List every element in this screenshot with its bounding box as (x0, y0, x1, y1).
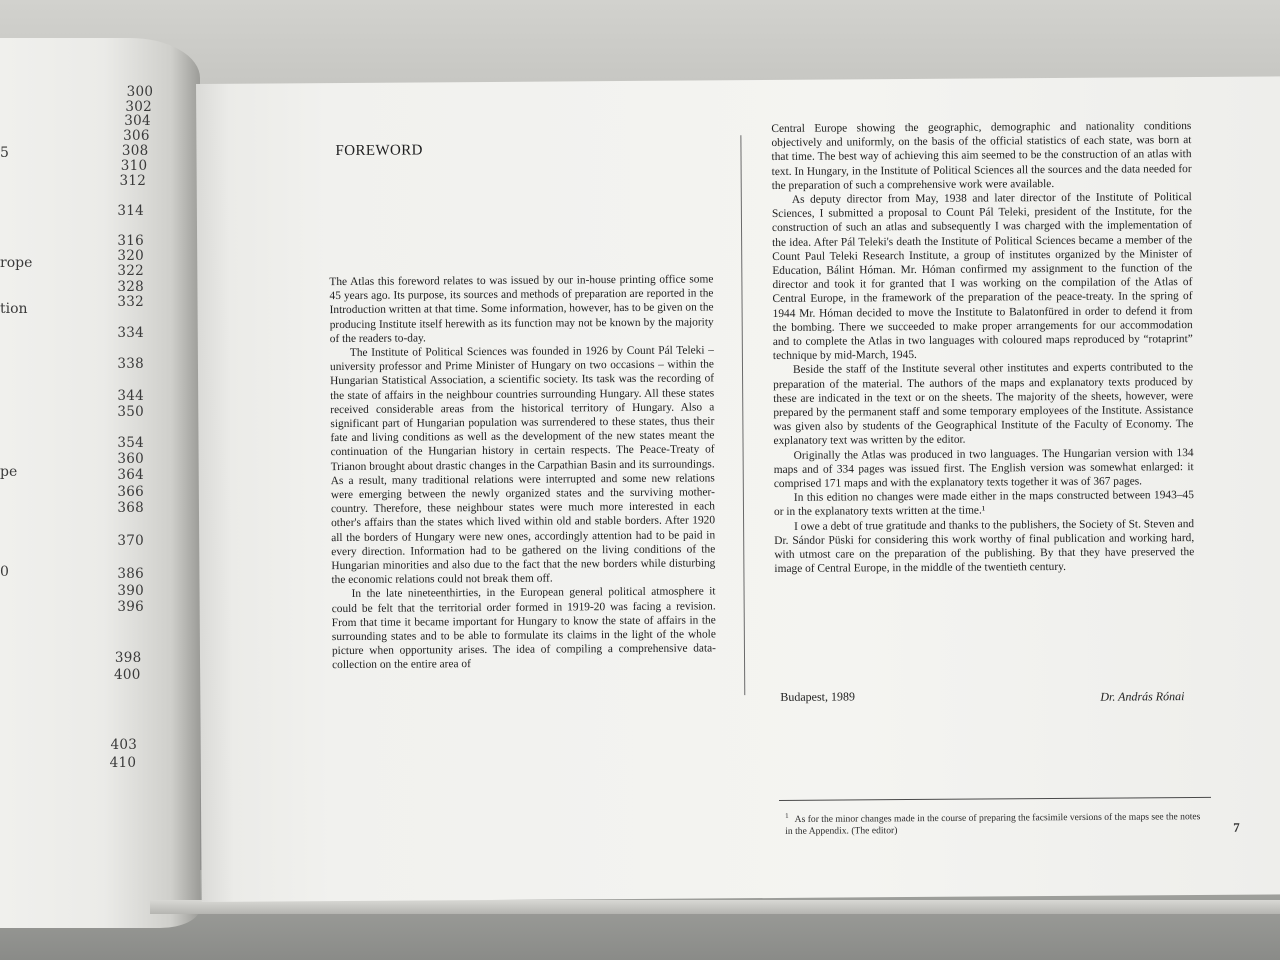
toc-page-number: 390 (117, 583, 144, 599)
page-number: 7 (1233, 819, 1240, 835)
book-edge (150, 900, 1280, 914)
toc-page-number: 403 (110, 737, 138, 753)
toc-page-number: 354 (117, 435, 144, 451)
toc-title-fragment: 0 (0, 564, 9, 580)
toc-title-fragment: pe (0, 464, 18, 480)
toc-page-number: 310 (120, 158, 148, 174)
toc-page-number: 368 (117, 500, 144, 516)
toc-page-number: 344 (117, 388, 144, 404)
toc-page-number: 338 (117, 356, 144, 372)
toc-page-number: 360 (117, 451, 144, 467)
left-text-column (329, 272, 716, 672)
left-page (0, 38, 200, 928)
toc-title-fragment: rope (0, 255, 33, 271)
toc-page-number: 320 (117, 248, 144, 264)
column-divider (740, 135, 745, 695)
paragraph: In the late nineteenthirties, in the European general political atmosphere it could be felt that the territorial order formed in 1919-20 was facing a revision. From that time it became important for Hungary to know the state of affairs in the surrounding states and to be able to formulate its claims in the light of the whole picture when opportunity arises. The idea of compiling a comprehensive data-collection on the entire area of (331, 585, 716, 672)
footnote-text: As for the minor changes made in the course of preparing the facsimile versions of the maps see the notes in the Appendix. (The editor) (785, 811, 1201, 838)
toc-page-number: 350 (117, 404, 144, 420)
paragraph: Originally the Atlas was produced in two languages. The Hungarian version with 134 maps and of 334 pages was issued first. The English version was somewhat enlarged: it comprised 171 maps and with the explanatory texts together it was of 367 pages. (773, 446, 1194, 491)
toc-page-number: 306 (123, 128, 150, 144)
place-date: Budapest, 1989 (780, 689, 856, 704)
toc-page-number: 308 (121, 143, 149, 159)
toc-page-number: 304 (124, 113, 151, 129)
toc-page-number: 328 (117, 279, 144, 295)
toc-page-number: 322 (117, 263, 144, 279)
paragraph: As deputy director from May, 1938 and later director of the Institute of Political Sciences, I submitted a proposal to Count Pál Teleki, president of the Institute, for the construction of such an atlas and subsequently I was charged with the implementation of the idea. After Pál Teleki's death the Institute of Political Sciences became a member of the Count Paul Teleki Research Institute, a group of institutes organized by the Minister of Education, Bálint Hóman. Mr. Hóman confirmed my assignment to the function of the director and took it for granted that I was working on the compilation of the Atlas of Central Europe, in the framework of the preparation of the peace-treaty. In the spring of 1944 Mr. Hóman decided to move the Institute to Balatonfüred in order to defend it from the bombing. There we succeeded to make proper arrangements for our accommodation and to complete the Atlas in two languages with coloured maps reproduced by “rotaprint” technique by mid-March, 1945. (771, 191, 1193, 363)
toc-page-number: 410 (109, 755, 137, 771)
toc-page-number: 332 (117, 294, 144, 310)
toc-page-number: 386 (117, 566, 144, 582)
toc-page-number: 312 (119, 173, 147, 189)
paragraph: I owe a debt of true gratitude and thanks to the publishers, the Society of St. Steven and Dr. Sándor Püski for considering this work worthy of final publication and working hard, with utmost care on the preparation of the publishing. By that they have preserved the image of Central Europe, in the middle of the twentieth century. (774, 517, 1195, 576)
toc-page-number: 398 (114, 650, 142, 666)
toc-page-number: 396 (117, 599, 144, 615)
toc-page-number: 370 (117, 533, 144, 549)
toc-page-number: 314 (117, 203, 144, 219)
right-page (196, 76, 1280, 902)
footnote-rule (779, 797, 1211, 801)
toc-page-number: 302 (125, 99, 153, 115)
author-signature: Dr. András Rónai (1100, 689, 1185, 704)
toc-page-number: 334 (117, 325, 144, 341)
paragraph: In this edition no changes were made either in the maps constructed between 1943–45 or in the explanatory texts written at the time.¹ (773, 489, 1194, 519)
paragraph: The Institute of Political Sciences was founded in 1926 by Count Pál Teleki – university professor and Prime Minister of Hungary on two occasions – within the Hungarian Statistical Association, a scientific society. Its task was the recording of the state of affairs in the neighbour countries surrounding Hungary. All these states received considerable areas from the historical territory of Hungary. Also a significant part of Hungarian population was surrendered to these states, thus their fate and living conditions as well as the development of the new states meant the continuation of the Hungarian history in certain respects. The Peace-Treaty of Trianon brought about drastic changes in the Carpathian Basin and its surroundings. As a result, many traditional relations were interrupted and some new relations were emerging between the newly organized states and the surviving mother-country. Therefore, these neighbour states were much more interested in each other's affairs than the states which lived within old and stable borders. After 1920 all the borders of Hungary were new ones, accordingly attention had to be paid in every direction. Information had to be gathered on the living conditions of the Hungarian minorities and also due to the fact that the new borders while disturbing the economic relations could not break them off. (329, 344, 716, 587)
toc-title-fragment: 5 (0, 145, 9, 161)
paragraph: The Atlas this foreword relates to was issued by our in-house printing office some 45 years ago. Its purpose, its sources and methods of preparation are reported in the Introduction written at that time. Some information, however, has to be given on the producing Institute itself herewith as its function may not be known by the majority of the readers to-day. (329, 273, 714, 345)
toc-page-number: 364 (117, 467, 144, 483)
right-text-column (771, 119, 1194, 576)
toc-page-number: 300 (126, 84, 154, 100)
page-title: FOREWORD (335, 142, 423, 160)
footnote-marker: 1 (785, 811, 789, 820)
footnote (785, 807, 1203, 838)
toc-title-fragment: tion (0, 301, 28, 317)
toc-page-number: 400 (113, 667, 141, 683)
toc-page-number: 366 (117, 484, 144, 500)
toc-page-number: 316 (117, 233, 144, 249)
paragraph: Beside the staff of the Institute several other institutes and experts contributed to the preparation of the material. The authors of the maps and explanatory texts produced by these are indicated in the text or on the sheets. The majority of the sheets, however, were prepared by the permanent staff and some temporary employees of the Institute. Assistance was given also by students of the Geographical Institute of the Faculty of Economy. The explanatory text was written by the editor. (773, 361, 1194, 448)
paragraph: Central Europe showing the geographic, demographic and nationality conditions objectively and uniformly, on the basis of the official statistics of each state, was born at that time. The best way of achieving this aim seemed to be the construction of an atlas with text. In Hungary, in the Institute of Political Sciences all the sources and the data needed for the preparation of such a comprehensive work were available. (771, 120, 1192, 192)
